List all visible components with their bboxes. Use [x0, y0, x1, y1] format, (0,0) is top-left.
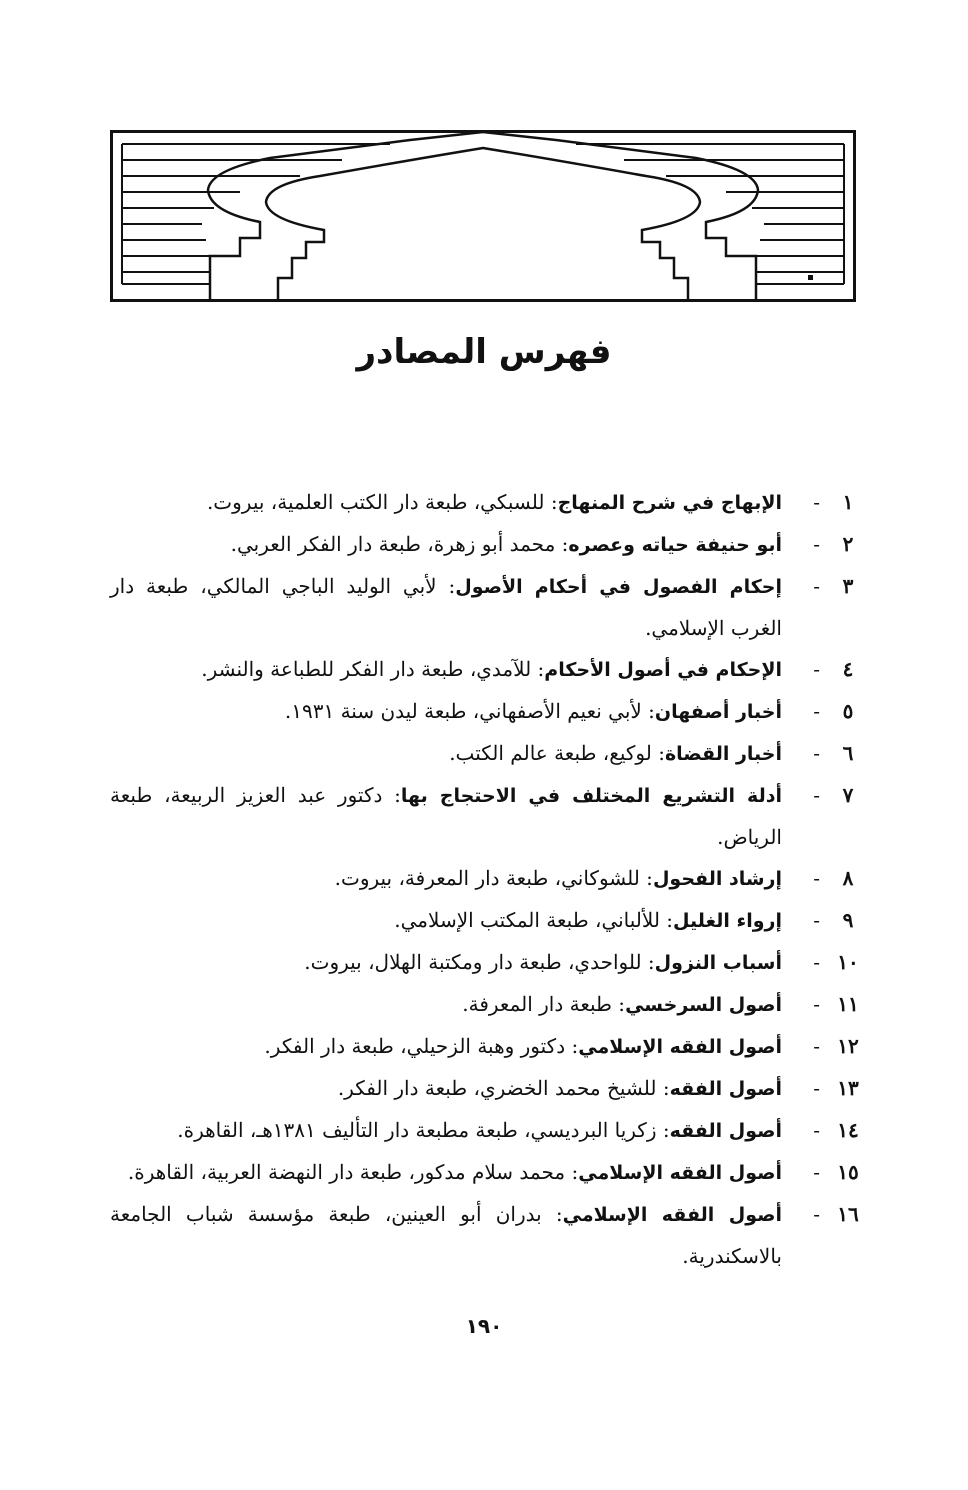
list-item: ٣ - إحكام الفصول في أحكام الأصول: لأبي الوليد الباجي المالكي، طبعة دار الغرب الإسلامي.: [110, 566, 866, 649]
entry-details: محمد سلام مدكور، طبعة دار النهضة العربية، القاهرة.: [127, 1160, 566, 1184]
list-item: ٨ - إرشاد الفحول: للشوكاني، طبعة دار المعرفة، بيروت.: [110, 858, 866, 900]
entry-title: إحكام الفصول في أحكام الأصول: [455, 576, 782, 598]
entry-details: للشوكاني، طبعة دار المعرفة، بيروت.: [334, 866, 640, 890]
entry-title: أخبار القضاة: [664, 743, 782, 765]
page-title: فهرس المصادر: [356, 332, 612, 372]
entry-details: لأبي الوليد الباجي المالكي، طبعة دار الغرب الإسلامي.: [110, 574, 782, 640]
entry-number: ١: [842, 490, 854, 514]
entry-number: ١١: [837, 992, 859, 1016]
entry-details: للآمدي، طبعة دار الفكر للطباعة والنشر.: [201, 657, 532, 681]
list-item: ١ - الإبهاج في شرح المنهاج: للسبكي، طبعة دار الكتب العلمية، بيروت.: [110, 482, 866, 524]
entry-title: أصول السرخسي: [625, 994, 782, 1016]
entry-title: أدلة التشريع المختلف في الاحتجاج بها: [400, 785, 782, 807]
entry-title: أخبار أصفهان: [654, 701, 782, 723]
entry-title: الإحكام في أصول الأحكام: [544, 659, 782, 681]
entry-dash: -: [813, 1034, 820, 1058]
entry-dash: -: [813, 490, 820, 514]
entry-details: للشيخ محمد الخضري، طبعة دار الفكر.: [337, 1076, 657, 1100]
entry-number: ٤: [842, 657, 854, 681]
entry-details: طبعة دار المعرفة.: [462, 992, 612, 1016]
list-item: ١٥ - أصول الفقه الإسلامي: محمد سلام مدكور، طبعة دار النهضة العربية، القاهرة.: [110, 1152, 866, 1194]
entry-number: ٦: [842, 741, 854, 765]
entry-number: ١٢: [837, 1034, 859, 1058]
entry-title: الإبهاج في شرح المنهاج: [557, 492, 782, 514]
entry-dash: -: [813, 950, 820, 974]
entry-number: ٥: [842, 699, 854, 723]
page-number: ١٩٠: [465, 1314, 503, 1338]
entry-dash: -: [813, 532, 820, 556]
list-item: ١٢ - أصول الفقه الإسلامي: دكتور وهبة الزحيلي، طبعة دار الفكر.: [110, 1026, 866, 1068]
entry-dash: -: [813, 657, 820, 681]
entry-number: ١٤: [837, 1118, 859, 1142]
entry-number: ٣: [842, 574, 854, 598]
list-item: ٥ - أخبار أصفهان: لأبي نعيم الأصفهاني، طبعة ليدن سنة ١٩٣١.: [110, 691, 866, 733]
entry-title: إرشاد الفحول: [652, 868, 782, 890]
entry-dash: -: [813, 1076, 820, 1100]
list-item: ١٦ - أصول الفقه الإسلامي: بدران أبو العينين، طبعة مؤسسة شباب الجامعة بالاسكندرية.: [110, 1194, 866, 1277]
entry-title: أسباب النزول: [654, 952, 782, 974]
entry-dash: -: [813, 992, 820, 1016]
entry-details: لأبي نعيم الأصفهاني، طبعة ليدن سنة ١٩٣١.: [284, 699, 642, 723]
list-item: ١٠ - أسباب النزول: للواحدي، طبعة دار ومكتبة الهلال، بيروت.: [110, 942, 866, 984]
entry-number: ١٥: [837, 1160, 859, 1184]
entry-number: ١٣: [837, 1076, 859, 1100]
entry-details: بدران أبو العينين، طبعة مؤسسة شباب الجامعة بالاسكندرية.: [110, 1202, 782, 1268]
sources-list: [110, 482, 866, 1277]
entry-title: أصول الفقه الإسلامي: [562, 1204, 782, 1226]
entry-number: ١٠: [837, 950, 859, 974]
entry-dash: -: [813, 741, 820, 765]
entry-dash: -: [813, 699, 820, 723]
entry-dash: -: [813, 1160, 820, 1184]
entry-dash: -: [813, 1118, 820, 1142]
entry-title: أصول الفقه الإسلامي: [578, 1036, 782, 1058]
entry-title: أبو حنيفة حياته وعصره: [568, 534, 782, 556]
entry-number: ٩: [842, 908, 854, 932]
entry-details: دكتور وهبة الزحيلي، طبعة دار الفكر.: [264, 1034, 566, 1058]
list-item: ٤ - الإحكام في أصول الأحكام: للآمدي، طبعة دار الفكر للطباعة والنشر.: [110, 649, 866, 691]
entry-details: دكتور عبد العزيز الربيعة، طبعة الرياض.: [110, 783, 782, 849]
entry-dash: -: [813, 574, 820, 598]
entry-number: ٢: [842, 532, 854, 556]
entry-title: إرواء الغليل: [673, 910, 782, 932]
entry-details: زكريا البرديسي، طبعة مطبعة دار التأليف ١٣٨١هـ، القاهرة.: [177, 1118, 657, 1142]
entry-dash: -: [813, 783, 820, 807]
entry-dash: -: [813, 1202, 820, 1226]
list-item: ١٤ - أصول الفقه: زكريا البرديسي، طبعة مطبعة دار التأليف ١٣٨١هـ، القاهرة.: [110, 1110, 866, 1152]
entry-dash: -: [813, 866, 820, 890]
entry-details: لوكيع، طبعة عالم الكتب.: [449, 741, 652, 765]
list-item: ٢ - أبو حنيفة حياته وعصره: محمد أبو زهرة، طبعة دار الفكر العربي.: [110, 524, 866, 566]
entry-number: ٨: [842, 866, 854, 890]
entry-details: للواحدي، طبعة دار ومكتبة الهلال، بيروت.: [304, 950, 642, 974]
list-item: ٦ - أخبار القضاة: لوكيع، طبعة عالم الكتب.: [110, 733, 866, 775]
list-item: ١٣ - أصول الفقه: للشيخ محمد الخضري، طبعة دار الفكر.: [110, 1068, 866, 1110]
entry-details: للسبكي، طبعة دار الكتب العلمية، بيروت.: [206, 490, 545, 514]
list-item: ١١ - أصول السرخسي: طبعة دار المعرفة.: [110, 984, 866, 1026]
entry-title: أصول الفقه: [669, 1078, 782, 1100]
list-item: ٧ - أدلة التشريع المختلف في الاحتجاج بها: دكتور عبد العزيز الربيعة، طبعة الرياض.: [110, 775, 866, 858]
entry-number: ٧: [842, 783, 854, 807]
entry-details: محمد أبو زهرة، طبعة دار الفكر العربي.: [230, 532, 556, 556]
list-item: ٩ - إرواء الغليل: للألباني، طبعة المكتب الإسلامي.: [110, 900, 866, 942]
entry-title: أصول الفقه: [669, 1120, 782, 1142]
entry-number: ١٦: [837, 1202, 859, 1226]
entry-dash: -: [813, 908, 820, 932]
header-ornament: [110, 130, 856, 302]
entry-title: أصول الفقه الإسلامي: [578, 1162, 782, 1184]
entry-details: للألباني، طبعة المكتب الإسلامي.: [394, 908, 660, 932]
